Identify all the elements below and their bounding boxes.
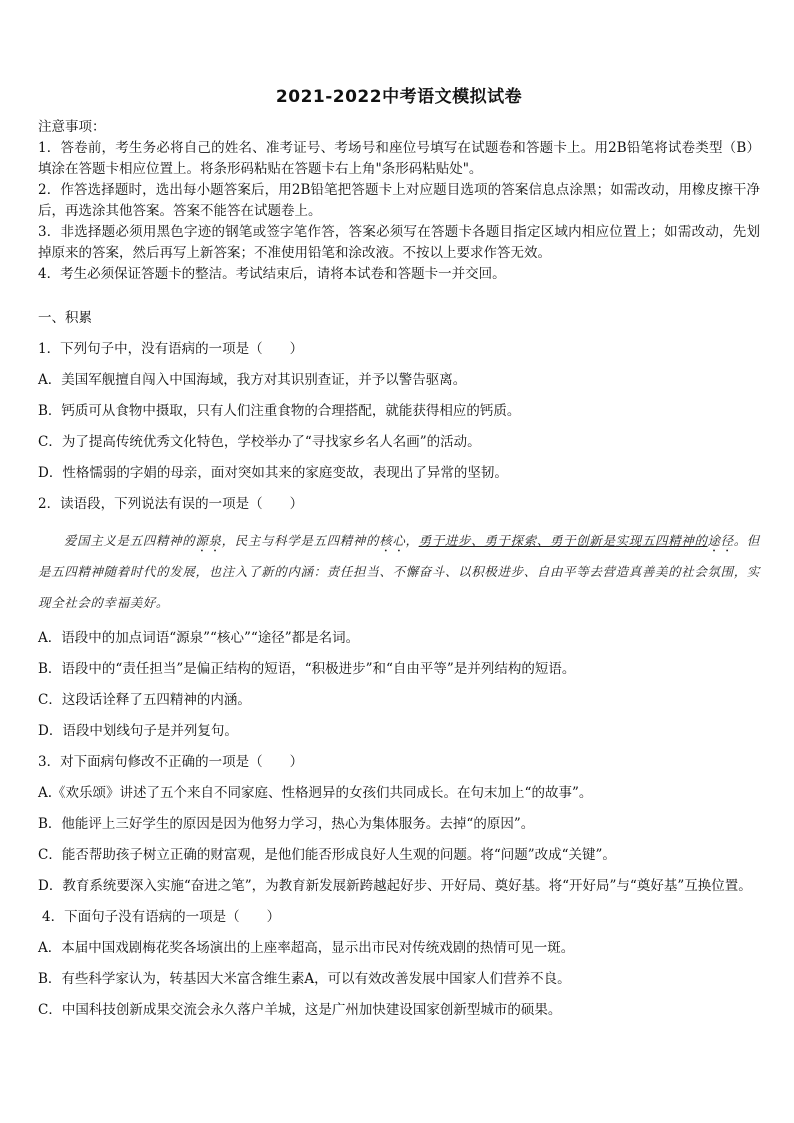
- underlined-sentence: 勇于进步、勇于探索、勇于创新是实现五四精神的: [418, 533, 708, 548]
- question-4: [38, 907, 760, 1021]
- notice-item: 1．答卷前，考生务必将自己的姓名、准考证号、考场号和座位号填写在试题卷和答题卡上。用2B铅笔将试卷类型（B）填涂在答题卡相应位置上。将条形码粘贴在答题卡右上角"条形码粘贴处"。: [38, 140, 760, 177]
- notice-heading: 注意事项：: [38, 119, 106, 135]
- dotted-word-path: 途径: [707, 533, 734, 548]
- option-c: C．中国科技创新成果交流会永久落户羊城，这是广州加快建设国家创新型城市的硕果。: [38, 1002, 562, 1018]
- option-c: C．能否帮助孩子树立正确的财富观，是他们能否形成良好人生观的问题。将“问题”改成“关键”。: [38, 847, 616, 863]
- question-stem: 1．下列句子中，没有语病的一项是（ ）: [38, 341, 304, 357]
- notice-block: [38, 117, 760, 285]
- question-stem: 4．下面句子没有语病的一项是（ ）: [42, 909, 281, 925]
- option-a: A．语段中的加点词语“源泉”“核心”“途径”都是名词。: [38, 630, 360, 646]
- option-b: B．有些科学家认为，转基因大米富含维生素A，可以有效改善发展中国家人们营养不良。: [38, 971, 571, 987]
- section-heading: 一、积累: [38, 310, 92, 326]
- notice-item: 3．非选择题必须用黑色字迹的钢笔或签字笔作答，答案必须写在答题卡各题目指定区域内相应位置上；如需改动，先划掉原来的答案，然后再写上新答案；不准使用铅笔和涂改液。不按以上要求作答无效。: [38, 224, 760, 261]
- exam-title: 2021-2022中考语文模拟试卷: [275, 87, 523, 107]
- option-b: B．他能评上三好学生的原因是因为他努力学习，热心为集体服务。去掉“的原因”。: [38, 816, 535, 832]
- passage-text: ，民主与科学是五四精神的: [221, 533, 380, 548]
- question-3: [38, 752, 760, 897]
- question-2: [38, 494, 760, 742]
- passage-text: 。但是五四精神随着时代的发展，也注入了新的内涵：责任担当、不懈奋斗、以积极进步、自由平等去营造真善美的社会氛围，实现全社会的幸福美好。: [38, 533, 760, 610]
- option-b: B．语段中的“责任担当”是偏正结构的短语，“积极进步”和“自由平等”是并列结构的短语。: [38, 661, 576, 677]
- option-d: D．语段中划线句子是并列复句。: [38, 723, 238, 739]
- option-a: A．本届中国戏剧梅花奖各场演出的上座率超高，显示出市民对传统戏剧的热情可见一斑。: [38, 940, 575, 956]
- passage-text: ，: [405, 533, 419, 548]
- option-d: D．性格懦弱的字娟的母亲，面对突如其来的家庭变故，表现出了异常的坚韧。: [38, 465, 508, 481]
- dotted-word-source: 源泉: [195, 533, 222, 548]
- option-a: A．美国军舰擅自闯入中国海域，我方对其识别查证，并予以警告驱离。: [38, 372, 467, 388]
- question-1: [38, 339, 760, 484]
- option-d: D．教育系统要深入实施“奋进之笔”，为教育新发展新跨越起好步、开好局、奠好基。将“开好局”与“奠好基”互换位置。: [38, 878, 752, 894]
- exam-page: [38, 82, 760, 1021]
- option-c: C．为了提高传统优秀文化特色，学校举办了“寻找家乡名人名画”的活动。: [38, 434, 481, 450]
- option-a: A.《欢乐颂》讲述了五个来自不同家庭、性格迥异的女孩们共同成长。在句末加上“的故事”。: [38, 785, 593, 801]
- question-stem: 3．对下面病句修改不正确的一项是（ ）: [38, 754, 304, 770]
- question-stem: 2．读语段，下列说法有误的一项是（ ）: [38, 496, 304, 512]
- notice-item: 4．考生必须保证答题卡的整洁。考试结束后，请将本试卷和答题卡一并交回。: [38, 266, 506, 282]
- passage-text: 爱国主义是五四精神的: [64, 533, 196, 548]
- reading-passage: [38, 525, 760, 618]
- notice-item: 2．作答选择题时，选出每小题答案后，用2B铅笔把答题卡上对应题目选项的答案信息点涂黑；如需改动，用橡皮擦干净后，再选涂其他答案。答案不能答在试题卷上。: [38, 182, 760, 219]
- option-c: C．这段话诠释了五四精神的内涵。: [38, 692, 251, 708]
- option-b: B．钙质可从食物中摄取，只有人们注重食物的合理搭配，就能获得相应的钙质。: [38, 403, 521, 419]
- dotted-word-core: 核心: [379, 533, 406, 548]
